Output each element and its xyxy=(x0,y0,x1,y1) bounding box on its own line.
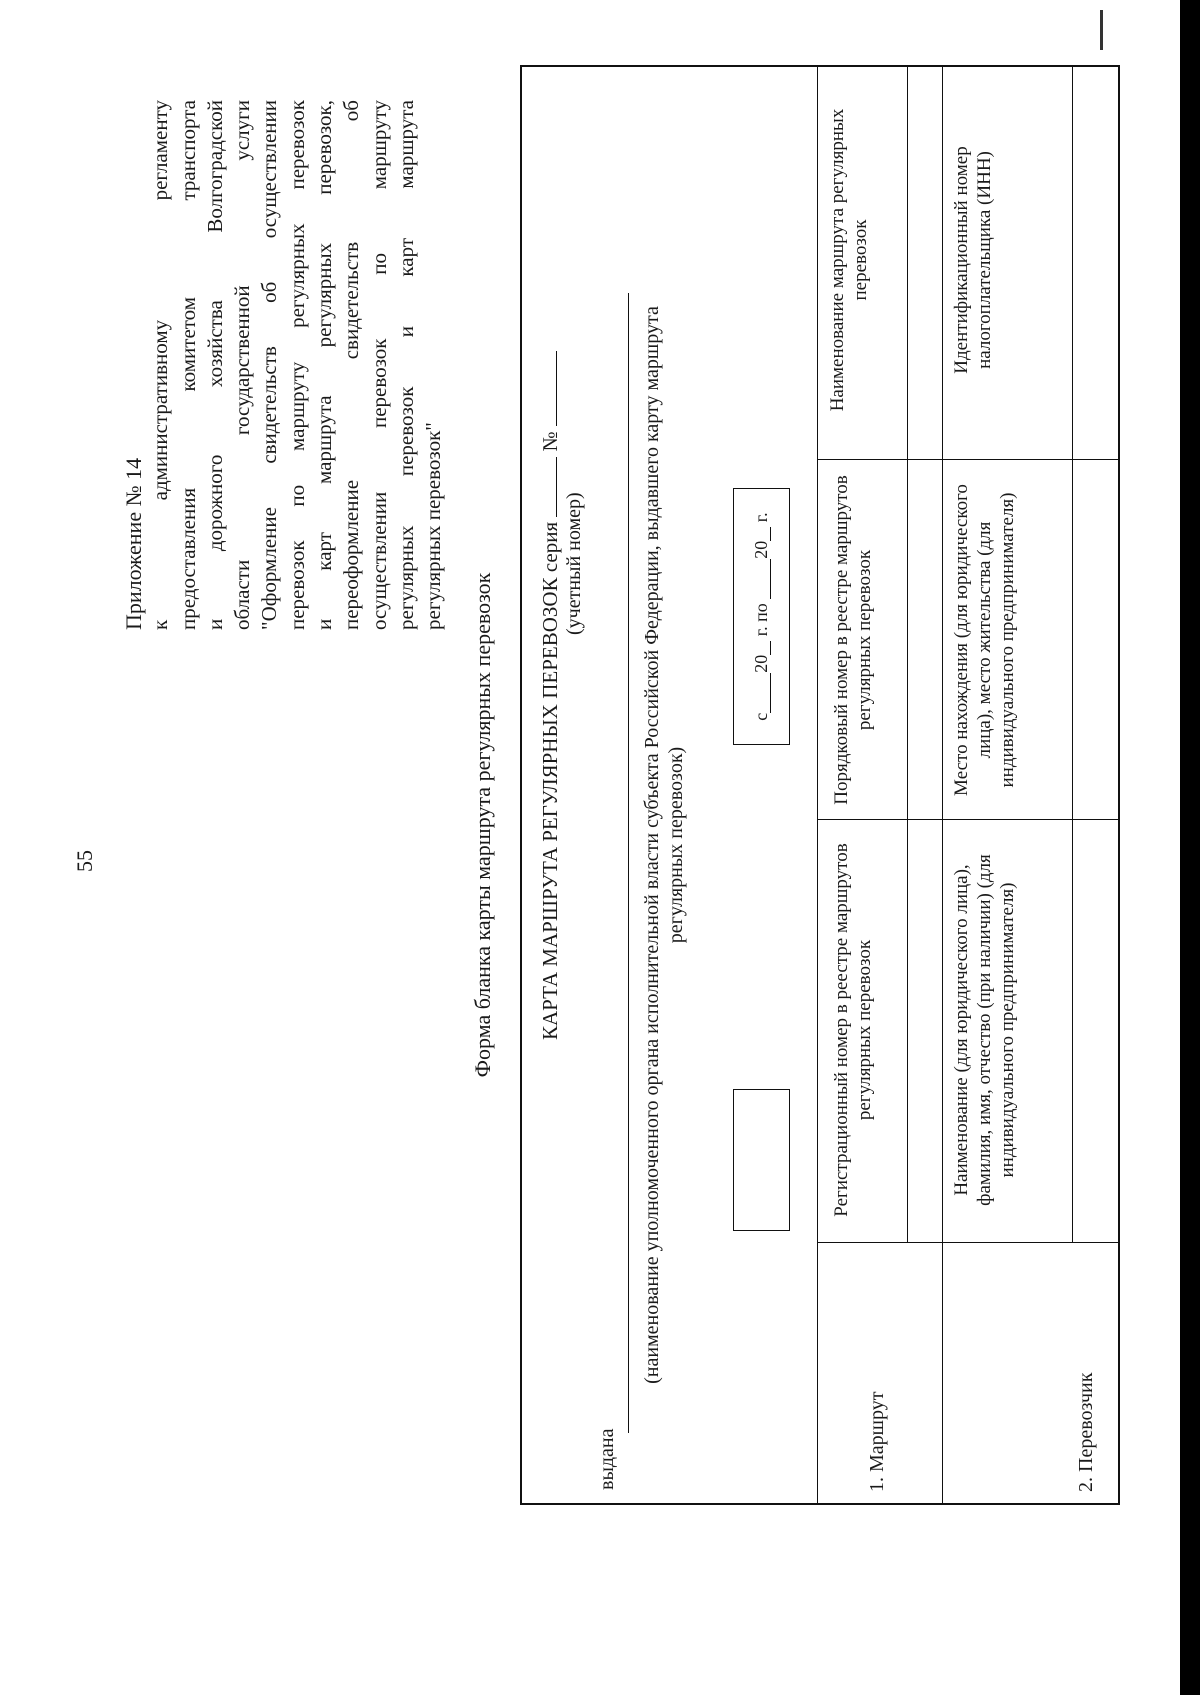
appendix-line: регулярных перевозок и карт маршрута xyxy=(393,100,418,630)
table-cell: Порядковый номер в реестре маршрутов регулярных перевозок xyxy=(831,475,875,805)
appendix-line: и карт маршрута регулярных перевозок, xyxy=(312,100,337,630)
period-year1: 20 xyxy=(751,654,771,673)
card-title xyxy=(538,351,563,1040)
appendix-line: переоформление свидетельств об xyxy=(339,100,364,630)
accounting-number-caption: (учетный номер) xyxy=(563,492,585,635)
table-subrow-divider xyxy=(1072,65,1073,1243)
period-mid: г. по xyxy=(751,603,771,637)
period-year1-blank xyxy=(752,641,771,655)
period-day-blank xyxy=(752,673,771,713)
issued-underline xyxy=(628,293,629,1433)
table-subrow-divider xyxy=(907,65,908,1243)
table-cell: Идентификационный номер налогоплательщика (ИНН) xyxy=(951,146,995,374)
table-column-divider xyxy=(817,1242,1120,1243)
empty-box xyxy=(733,1089,790,1231)
appendix-heading: Приложение № 14 xyxy=(121,457,146,630)
appendix-line: к административному регламенту xyxy=(148,100,173,630)
table-row-label: 1. Маршрут xyxy=(866,1391,888,1492)
table-row-divider xyxy=(942,65,943,1505)
table-cell: Наименование (для юридического лица), фамилия, имя, отчество (при наличии) (для индивидуального предпринимателя) xyxy=(951,854,1018,1206)
appendix-line: предоставления комитетом транспорта xyxy=(175,100,200,630)
table-cell: Регистрационный номер в реестре маршрутов регулярных перевозок xyxy=(831,843,875,1217)
table-row-label: 2. Перевозчик xyxy=(1075,1372,1097,1492)
table-cell: Наименование маршрута регулярных перевозок xyxy=(827,108,871,412)
appendix-block xyxy=(120,100,448,630)
card-frame xyxy=(520,65,1120,1505)
number-blank xyxy=(538,351,557,426)
period-year2: 20 xyxy=(751,540,771,559)
period-end: г. xyxy=(751,512,771,523)
page-number: 55 xyxy=(72,850,97,872)
authority-caption: (наименование уполномоченного органа исполнительной власти субъекта Российской Федерации, выдавшего карту маршрута регулярных перевозок) xyxy=(641,306,687,1384)
appendix-line: и дорожного хозяйства Волгоградской xyxy=(202,100,227,630)
validity-period-box xyxy=(733,488,790,745)
appendix-line: "Оформление свидетельств об осуществлении xyxy=(257,100,282,630)
table-cell: Место нахождения (для юридического лица), место жительства (для индивидуального предпринимателя) xyxy=(951,484,1018,796)
table-column-divider xyxy=(817,459,1120,460)
card-title-text: КАРТА МАРШРУТА РЕГУЛЯРНЫХ ПЕРЕВОЗОК серия xyxy=(538,521,562,1040)
appendix-line: области государственной услуги xyxy=(230,100,255,630)
appendix-line: перевозок по маршруту регулярных перевозок xyxy=(284,100,309,630)
table-row-divider xyxy=(817,65,818,1505)
appendix-line: регулярных перевозок" xyxy=(421,422,446,630)
issued-label: выдана xyxy=(596,1428,618,1490)
period-year2-blank xyxy=(752,527,771,541)
number-sign: № xyxy=(538,431,562,452)
period-from: с xyxy=(751,712,771,721)
appendix-line: осуществлении перевозок по маршруту xyxy=(366,100,391,630)
period-day2-blank xyxy=(752,559,771,599)
table-column-divider xyxy=(817,819,1120,820)
form-title: Форма бланка карты маршрута регулярных перевозок xyxy=(470,572,495,1078)
series-blank xyxy=(538,457,557,517)
